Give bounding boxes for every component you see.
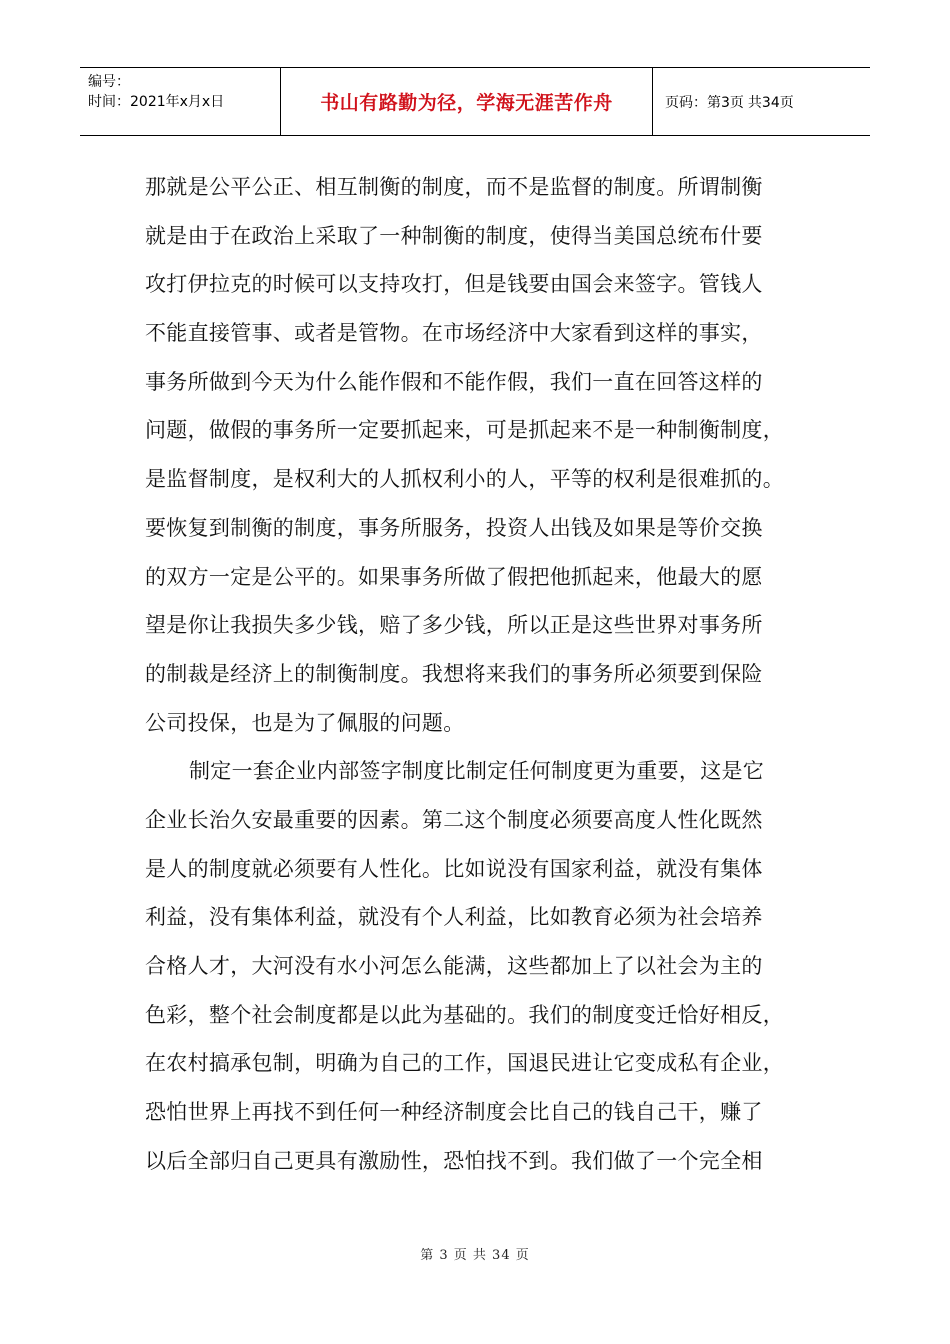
text-line: 不能直接管事、或者是管物。在市场经济中大家看到这样的事实，	[145, 321, 763, 346]
text-line: 恐怕世界上再找不到任何一种经济制度会比自己的钱自己干，赚了	[145, 1100, 763, 1125]
text-line: 望是你让我损失多少钱，赔了多少钱，所以正是这些世界对事务所	[145, 613, 763, 638]
document-body	[145, 163, 817, 1185]
header-page-total: 共34页	[747, 94, 794, 111]
serial-number-label: 编号：	[88, 74, 130, 90]
header-motto-cell	[281, 68, 653, 135]
header-meta-cell	[80, 68, 281, 135]
text-line: 是人的制度就必须要有人性化。比如说没有国家利益，就没有集体	[145, 856, 763, 881]
document-header	[80, 67, 870, 136]
text-line: 那就是公平公正、相互制衡的制度，而不是监督的制度。所谓制衡	[145, 175, 763, 199]
text-line: 是监督制度，是权利大的人抓权利小的人，平等的权利是很难抓的。	[145, 467, 784, 492]
text-line: 的双方一定是公平的。如果事务所做了假把他抓起来，他最大的愿	[145, 564, 763, 589]
date-label: 时间：2021年x月x日	[88, 94, 225, 110]
text-line: 在农村搞承包制，明确为自己的工作，国退民进让它变成私有企业，	[145, 1051, 784, 1076]
text-line: 事务所做到今天为什么能作假和不能作假，我们一直在回答这样的	[145, 369, 763, 394]
text-line: 企业长治久安最重要的因素。第二这个制度必须要高度人性化既然	[145, 807, 763, 832]
text-line: 公司投保，也是为了佩服的问题。	[145, 710, 465, 735]
text-line: 利益，没有集体利益，就没有个人利益，比如教育必须为社会培养	[145, 905, 763, 930]
text-line: 合格人才，大河没有水小河怎么能满，这些都加上了以社会为主的	[145, 954, 763, 978]
text-line: 攻打伊拉克的时候可以支持攻打，但是钱要由国会来签字。管钱人	[145, 272, 763, 297]
text-line: 的制裁是经济上的制衡制度。我想将来我们的事务所必须要到保险	[145, 661, 763, 686]
text-line: 以后全部归自己更具有激励性，恐怕找不到。我们做了一个完全相	[145, 1148, 763, 1173]
header-page-cell	[653, 68, 870, 135]
text-line: 要恢复到制衡的制度，事务所服务，投资人出钱及如果是等价交换	[145, 515, 763, 540]
text-line: 色彩，整个社会制度都是以此为基础的。我们的制度变迁恰好相反，	[145, 1002, 784, 1027]
motto-text: 书山有路勤为径，学海无涯苦作舟	[320, 92, 613, 114]
text-line: 就是由于在政治上采取了一种制衡的制度，使得当美国总统布什要	[145, 223, 763, 248]
header-page-number: 页码：第3页	[665, 94, 744, 111]
text-line: 问题，做假的事务所一定要抓起来，可是抓起来不是一种制衡制度，	[145, 418, 784, 443]
text-line: 制定一套企业内部签字制度比制定任何制度更为重要，这是它	[189, 759, 765, 784]
page-footer: 第 3 页 共 34 页	[420, 1248, 530, 1263]
